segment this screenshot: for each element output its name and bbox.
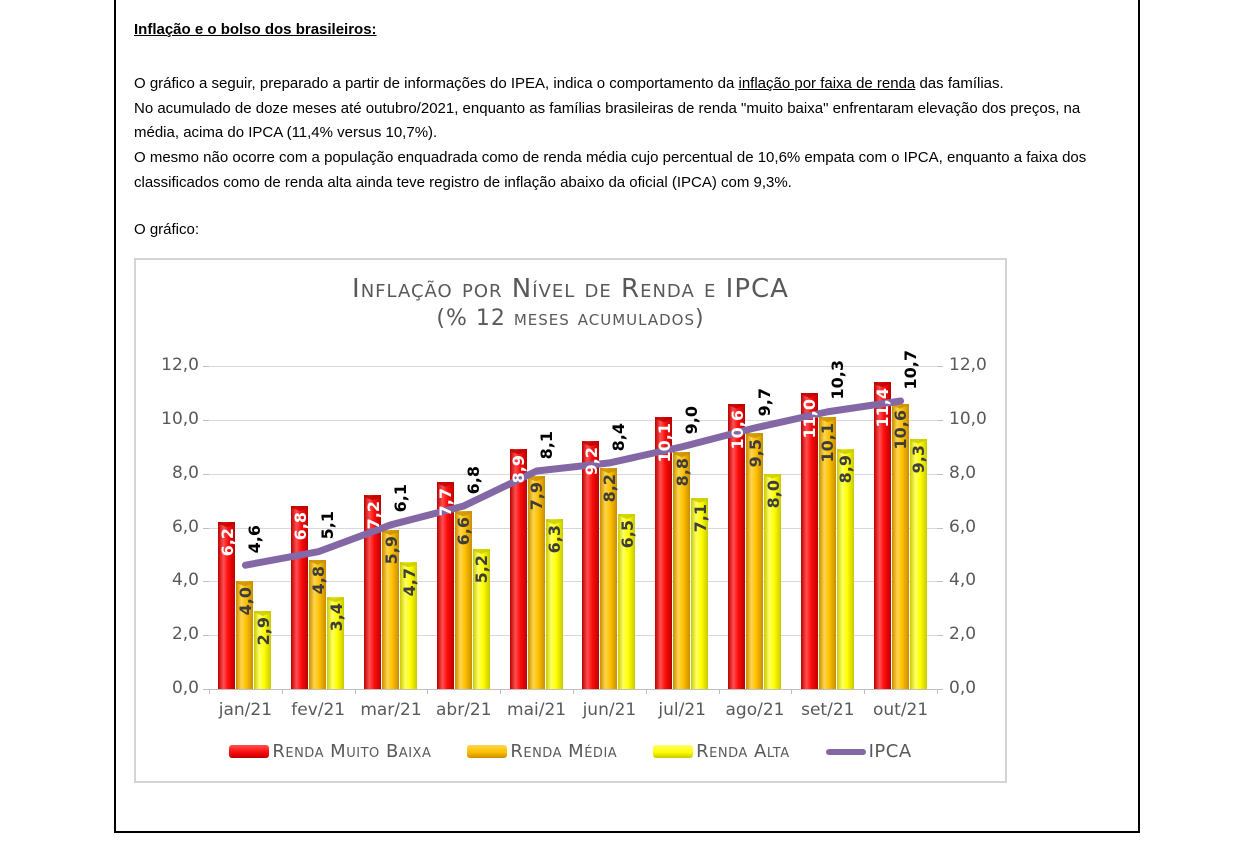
bar-value-label: 8,9 [836,455,856,484]
y-axis-label-left: 0,0 [171,678,199,698]
y-axis-label-left: 4,0 [171,570,199,591]
bar-value-label: 10,1 [654,423,674,463]
bar-value-label: 6,5 [617,520,637,549]
y-axis-tick [937,420,943,421]
bar-value-label: 6,6 [454,517,474,546]
legend-item [653,741,789,762]
legend-label: IPCA [868,741,912,762]
paragraph-1-before: O gráfico a seguir, preparado a partir de informações do IPEA, indica o comportamento da [134,75,739,92]
bar-value-label: 11,0 [800,398,820,439]
bar-value-label: 8,2 [599,474,619,503]
bar-value-label: 11,4 [873,388,893,428]
bar-value-label: 4,0 [235,587,255,616]
x-axis-label: mai/21 [507,700,567,720]
x-axis-label: jul/21 [658,700,706,720]
bar-value-label: 7,1 [690,503,710,533]
x-axis-tick [719,689,720,694]
y-axis-label-right: 12,0 [949,355,987,375]
paragraph-2: No acumulado de doze meses até outubro/2021, enquanto as famílias brasileiras de renda "muito baixa" enfrentaram elevação dos preços, na média, acima do IPCA (11,4% versus 10,7%). [134,99,1081,142]
paragraph-1 [134,72,1119,97]
bar-value-label: 10,1 [818,423,838,463]
legend-item [826,741,912,762]
y-axis-label-right: 2,0 [949,624,977,645]
bar-value-label: 6,3 [545,525,565,554]
x-axis-tick [427,689,428,694]
bar-value-label: 8,9 [509,455,529,484]
x-axis-label: ago/21 [725,700,785,720]
ipca-value-label: 9,0 [682,406,702,435]
bar-value-label: 7,9 [527,482,547,511]
bar-value-label: 7,7 [436,487,456,517]
legend-item [467,741,617,762]
x-axis-label: mar/21 [360,700,422,720]
plot-area [161,349,987,720]
x-axis-tick [355,689,356,694]
bar-value-label: 2,9 [253,616,273,646]
bar-value-label: 10,6 [727,409,747,450]
legend-bar-swatch [229,745,269,758]
ipca-value-label: 9,7 [755,387,774,416]
y-axis-tick [937,528,943,529]
paragraph-3: O mesmo não ocorre com a população enquadrada como de renda média cujo percentual de 10,6% empata com o IPCA, enquanto a faixa dos classificados como de renda alta ainda teve registro de inflação abaixo da oficial (IPCA) com 9,3%. [134,149,1087,191]
x-axis-label: abr/21 [436,700,492,720]
y-axis-tick [937,474,943,475]
legend-item [229,741,431,762]
paragraph-1-underlined: inflação por faixa de renda [738,75,916,92]
legend-bar-swatch [653,745,693,758]
y-axis-tick [937,581,943,582]
paragraph-4: O gráfico: [134,220,200,238]
bar-value-label: 3,4 [326,603,346,632]
legend-label: Renda Média [510,741,618,762]
x-axis-tick [209,689,210,694]
bar-value-label: 8,0 [763,479,783,508]
x-axis-tick [791,689,792,694]
y-axis-label-right: 10,0 [949,408,987,429]
document-heading: Inflação e o bolso dos brasileiros: [134,21,377,38]
x-axis-label: out/21 [872,700,929,720]
y-axis-label-right: 0,0 [949,678,977,698]
bar-value-label: 9,3 [909,444,929,474]
ipca-value-label: 5,1 [318,511,338,540]
x-axis-tick [573,689,574,694]
bar-value-label: 10,6 [891,409,911,450]
x-axis-tick [282,689,283,694]
ipca-value-label: 6,8 [463,465,483,494]
y-axis-label-left: 12,0 [161,355,199,375]
ipca-value-label: 10,7 [900,349,920,389]
x-axis-label: jun/21 [582,700,637,720]
y-axis-label-right: 8,0 [949,462,977,483]
x-axis-tick [864,689,865,694]
x-axis-label: fev/21 [291,700,346,720]
legend-line-swatch [826,749,866,755]
bar-value-label: 4,8 [308,565,328,595]
chart-subtitle: (% 12 meses acumulados) [436,306,705,331]
y-axis-label-left: 6,0 [171,516,199,537]
x-axis-tick [937,689,938,694]
y-axis-label-right: 6,0 [949,516,977,537]
bar-value-label: 9,5 [745,439,765,468]
bar-value-label: 6,2 [217,528,237,557]
bar-value-label: 8,8 [672,458,692,487]
bar-value-label: 4,7 [399,568,419,597]
chart-legend [136,741,1005,762]
x-axis-tick [646,689,647,694]
y-axis-tick [937,635,943,636]
legend-label: Renda Muito Baixa [272,741,432,762]
bar-value-label: 6,8 [290,511,310,541]
chart-title: Inflação por Nível de Renda e IPCA [352,274,789,304]
ipca-value-label: 8,1 [536,430,556,459]
legend-label: Renda Alta [696,741,790,762]
bar-value-label: 7,2 [363,501,383,530]
document-text [134,21,1119,242]
x-axis-tick [500,689,501,694]
ipca-value-label: 8,4 [609,422,629,451]
ipca-value-label: 10,3 [827,360,847,400]
bar-value-label: 9,2 [581,447,601,476]
chart-container [134,258,1007,783]
bar-value-label: 5,2 [472,555,492,584]
y-axis-label-right: 4,0 [949,570,977,591]
paragraph-1-after: das famílias. [915,75,1004,92]
legend-bar-swatch [467,745,507,758]
y-axis-label-left: 8,0 [171,462,199,483]
bar-value-label: 5,9 [381,536,401,565]
y-axis-tick [937,366,943,367]
x-axis-label: jan/21 [218,700,273,720]
ipca-value-label: 4,6 [245,524,265,554]
y-axis-label-left: 10,0 [161,408,199,429]
y-axis-label-left: 2,0 [171,624,199,645]
ipca-value-label: 6,1 [391,484,410,513]
x-axis-label: set/21 [801,700,855,720]
